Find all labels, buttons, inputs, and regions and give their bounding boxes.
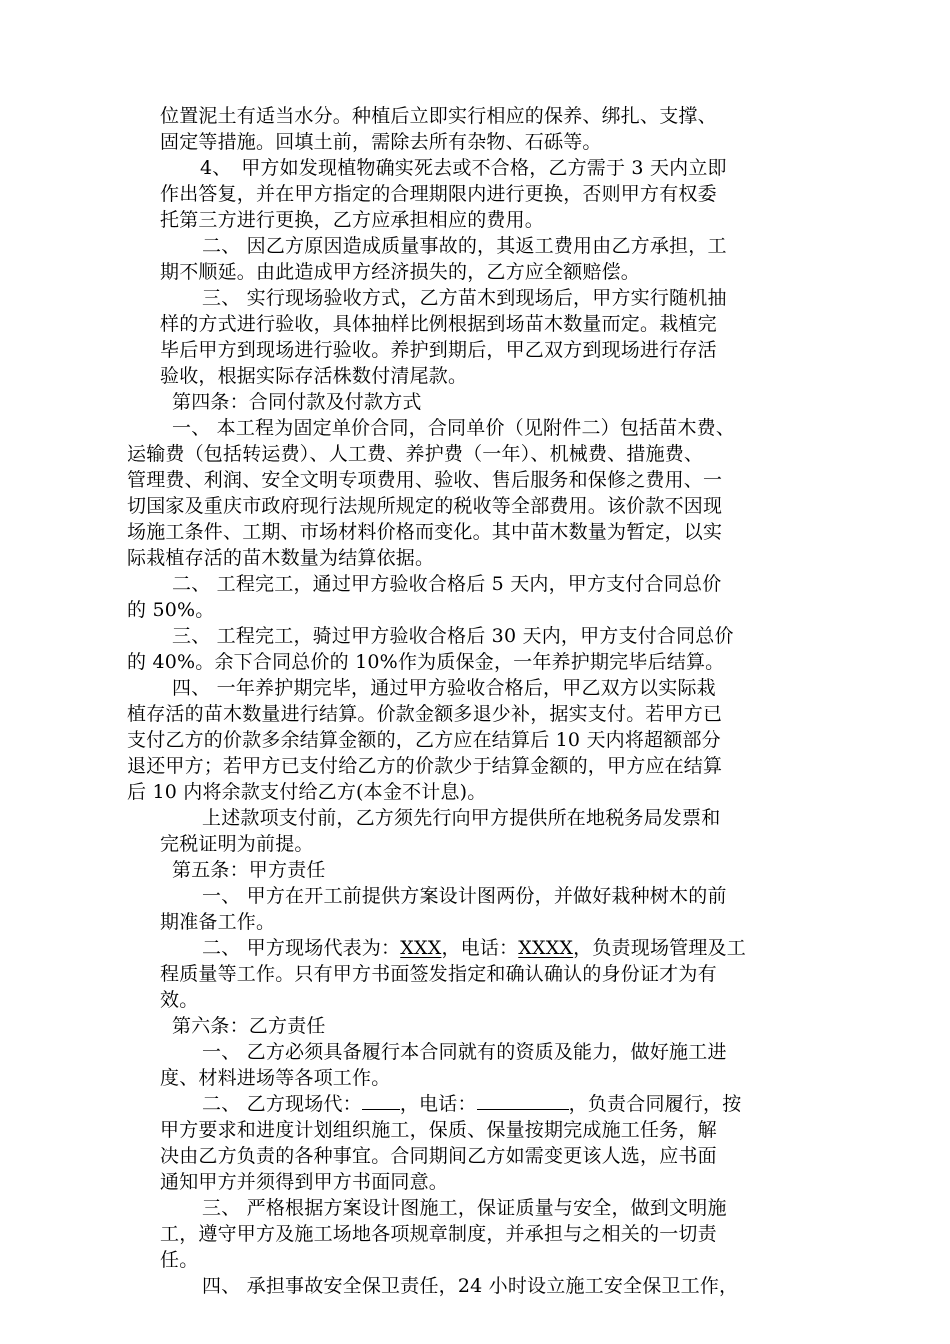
text-line: 决由乙方负责的各种事宜。合同期间乙方如需变更该人选，应书面: [160, 1145, 717, 1167]
text-line: 植存活的苗木数量进行结算。价款金额多退少补，据实支付。若甲方已: [127, 703, 723, 725]
text-line: 的 40%。余下合同总价的 10%作为质保金，一年养护期完毕后结算。: [127, 651, 725, 673]
party-b-representative-blank: [362, 1091, 400, 1110]
text-line: 程质量等工作。只有甲方书面签发指定和确认确认的身份证才为有: [160, 963, 717, 985]
text-line: 样的方式进行验收，具体抽样比例根据到场苗木数量而定。栽植完: [160, 313, 717, 335]
text-line: 的 50%。: [127, 599, 215, 621]
text-line: 毕后甲方到现场进行验收。养护到期后，甲乙双方到现场进行存活: [160, 339, 717, 361]
text-line: 四、 一年养护期完毕，通过甲方验收合格后，甲乙双方以实际栽: [172, 677, 716, 699]
text-line: 固定等措施。回填土前，需除去所有杂物、石砾等。: [160, 131, 602, 153]
text-line: 后 10 内将余款支付给乙方(本金不计息)。: [127, 781, 487, 803]
text-line: 作出答复，并在甲方指定的合理期限内进行更换，否则甲方有权委: [160, 183, 717, 205]
text-segment: 二、 甲方现场代表为：: [202, 937, 401, 959]
text-line: 一、 本工程为固定单价合同，合同单价（见附件二）包括苗木费、: [172, 417, 736, 439]
text-segment: 二、 乙方现场代：: [202, 1093, 362, 1115]
text-line: 四、 承担事故安全保卫责任，24 小时设立施工安全保卫工作，: [202, 1275, 739, 1297]
text-line: 期准备工作。: [160, 911, 276, 933]
text-line: 完税证明为前提。: [160, 833, 314, 855]
text-line: 托第三方进行更换，乙方应承担相应的费用。: [160, 209, 545, 231]
text-line: 效。: [160, 989, 199, 1011]
text-line: 期不顺延。由此造成甲方经济损失的，乙方应全额赔偿。: [160, 261, 641, 283]
text-line: 场施工条件、工期、市场材料价格而变化。其中苗木数量为暂定，以实: [127, 521, 723, 543]
text-line: 度、材料进场等各项工作。: [160, 1067, 391, 1089]
text-line: 4、 甲方如发现植物确实死去或不合格，乙方需于 3 天内立即: [200, 157, 727, 179]
section-heading: 第六条：乙方责任: [172, 1015, 326, 1037]
text-line: 验收，根据实际存活株数付清尾款。: [160, 365, 468, 387]
text-line: 三、 实行现场验收方式，乙方苗木到现场后，甲方实行随机抽: [202, 287, 727, 309]
text-line: 退还甲方；若甲方已支付给乙方的价款少于结算金额的，甲方应在结算: [127, 755, 723, 777]
party-a-representative: XXX: [400, 937, 442, 959]
text-line: [202, 935, 746, 961]
text-line: 二、 工程完工，通过甲方验收合格后 5 天内，甲方支付合同总价: [172, 573, 722, 595]
text-line: 二、 因乙方原因造成质量事故的，其返工费用由乙方承担，工: [202, 235, 727, 257]
text-line: 通知甲方并须得到甲方书面同意。: [160, 1171, 449, 1193]
text-segment: ，负责现场管理及工: [573, 937, 746, 959]
text-line: 三、 工程完工，骑过甲方验收合格后 30 天内，甲方支付合同总价: [172, 625, 734, 647]
text-line: 工，遵守甲方及施工场地各项规章制度，并承担与之相关的一切责: [160, 1223, 717, 1245]
text-line: 运输费（包括转运费）、人工费、养护费（一年）、机械费、措施费、: [127, 443, 704, 465]
text-segment: ，电话：: [399, 1093, 477, 1115]
text-segment: ，负责合同履行，按: [568, 1093, 742, 1115]
text-line: 任。: [160, 1249, 199, 1271]
section-heading: 第五条：甲方责任: [172, 859, 326, 881]
text-segment: ，电话：: [441, 937, 519, 959]
text-line: 支付乙方的价款多余结算金额的，乙方应在结算后 10 天内将超额部分: [127, 729, 721, 751]
text-line: [202, 1091, 741, 1117]
party-b-phone-blank: [477, 1091, 569, 1110]
text-line: 一、 甲方在开工前提供方案设计图两份，并做好栽种树木的前: [202, 885, 727, 907]
text-line: 三、 严格根据方案设计图施工，保证质量与安全，做到文明施: [202, 1197, 727, 1219]
text-line: 上述款项支付前，乙方须先行向甲方提供所在地税务局发票和: [202, 807, 721, 829]
text-line: 一、 乙方必须具备履行本合同就有的资质及能力，做好施工进: [202, 1041, 727, 1063]
text-line: 甲方要求和进度计划组织施工，保质、保量按期完成施工任务，解: [160, 1119, 717, 1141]
text-line: 切国家及重庆市政府现行法规所规定的税收等全部费用。该价款不因现: [127, 495, 723, 517]
text-line: 际栽植存活的苗木数量为结算依据。: [127, 547, 435, 569]
party-a-phone: XXXX: [518, 937, 574, 959]
text-line: 管理费、利润、安全文明专项费用、验收、售后服务和保修之费用、一: [127, 469, 723, 491]
text-line: 位置泥土有适当水分。种植后立即实行相应的保养、绑扎、支撑、: [160, 105, 717, 127]
section-heading: 第四条：合同付款及付款方式: [172, 391, 422, 413]
